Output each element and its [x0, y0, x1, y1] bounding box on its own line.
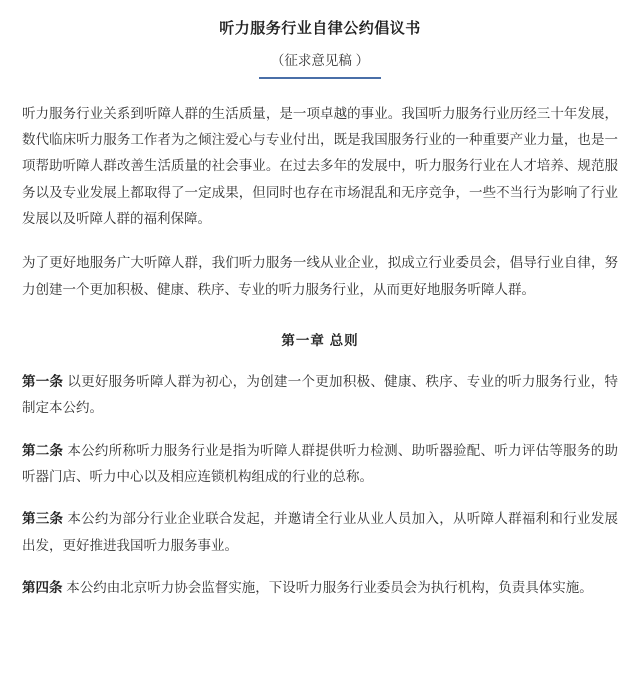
article-item: [22, 575, 618, 601]
article-label: 第三条: [22, 511, 64, 527]
article-item: [22, 369, 618, 422]
paragraph: 为了更好地服务广大听障人群，我们听力服务一线从业企业，拟成立行业委员会，倡导行业自律，努力创建一个更加积极、健康、秩序、专业的听力服务行业，从而更好地服务听障人群。: [22, 255, 618, 297]
article-item: [22, 506, 618, 559]
article-label: 第四条: [22, 579, 63, 595]
document-title: 听力服务行业自律公约倡议书: [219, 20, 421, 37]
article-item: [22, 438, 618, 491]
article-text: 本公约由北京听力协会监督实施，下设听力服务行业委员会为执行机构，负责具体实施。: [66, 579, 593, 595]
document-subtitle: （征求意见稿 ）: [270, 52, 370, 68]
article-label: 第一条: [22, 373, 64, 389]
document-body: [22, 101, 618, 601]
article-text: 本公约所称听力服务行业是指为听障人群提供听力检测、助听器验配、听力评估等服务的助听器门店、听力中心以及相应连锁机构组成的行业的总称。: [22, 442, 619, 484]
article-label: 第二条: [22, 442, 64, 458]
paragraph: 听力服务行业关系到听障人群的生活质量，是一项卓越的事业。我国听力服务行业历经三十年发展，数代临床听力服务工作者为之倾注爱心与专业付出，既是我国服务行业的一种重要产业力量，也是一项帮助听障人群改善生活质量的社会事业。在过去多年的发展中，听力服务行业在人才培养、规范服务以及专业发展上都取得了一定成果，但同时也存在市场混乱和无序竞争，一些不当行为影响了行业发展以及听障人群的福利保障。: [22, 105, 618, 226]
article-text: 本公约为部分行业企业联合发起，并邀请全行业从业人员加入，从听障人群福利和行业发展出发，更好推进我国听力服务事业。: [22, 511, 619, 553]
article-text: 以更好服务听障人群为初心，为创建一个更加积极、健康、秩序、专业的听力服务行业，特制定本公约。: [22, 373, 619, 416]
title-divider: [259, 77, 381, 79]
chapter-heading: 第一章 总则: [281, 332, 359, 348]
